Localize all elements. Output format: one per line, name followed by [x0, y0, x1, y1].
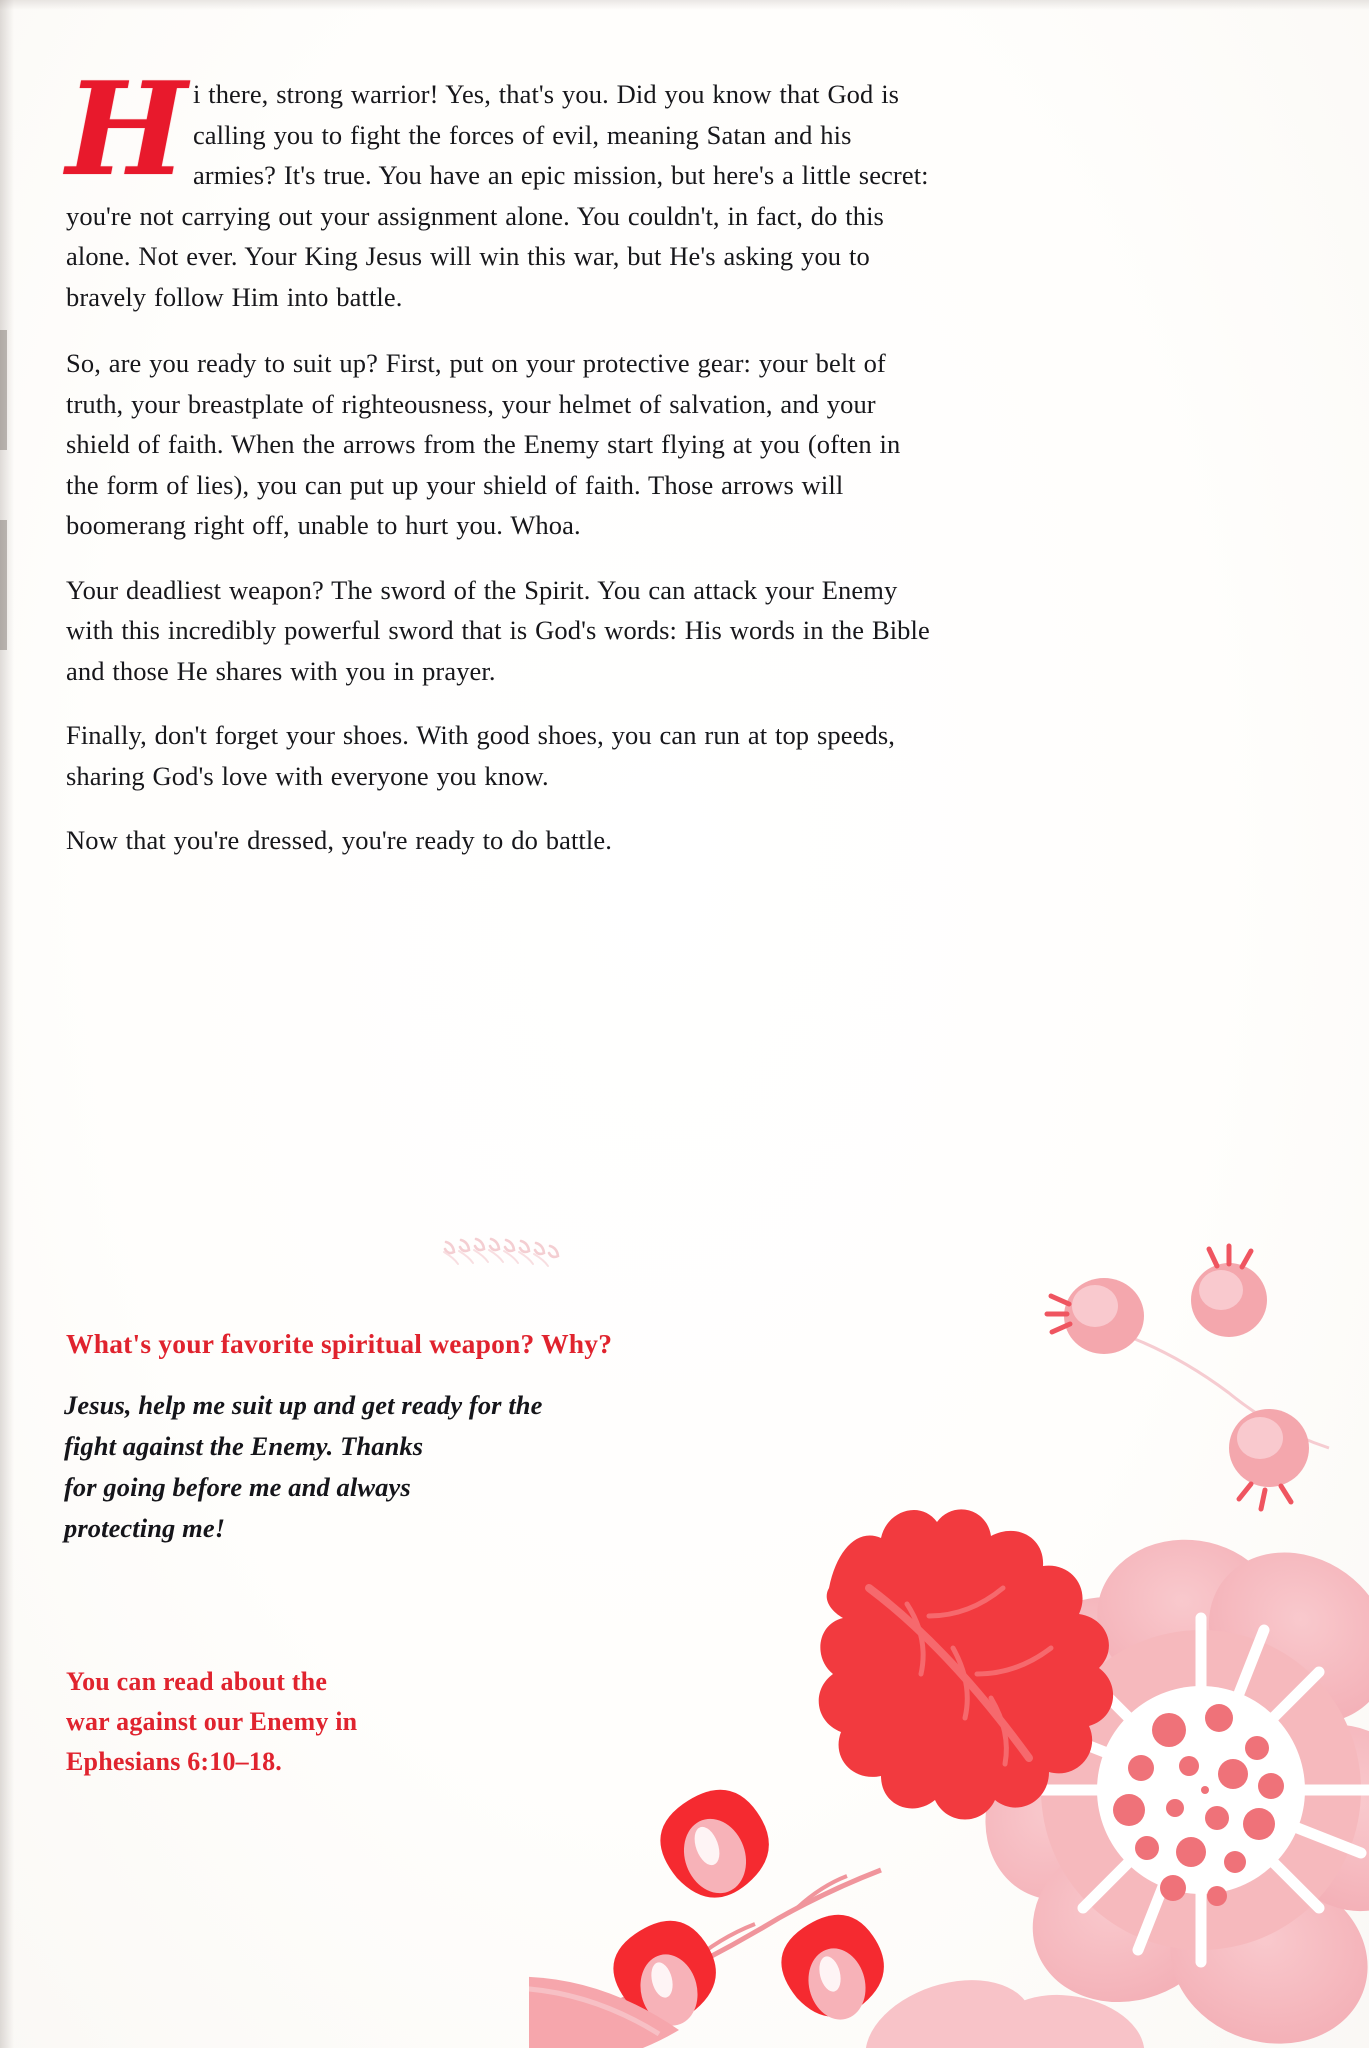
page-text-column	[66, 55, 936, 885]
scan-notch-upper	[0, 330, 7, 450]
scripture-line: Ephesians 6:10–18.	[66, 1747, 282, 1776]
scripture-line: You can read about the	[66, 1667, 328, 1696]
prayer-block	[64, 1385, 704, 1549]
paragraph-intro	[66, 55, 936, 317]
prayer-line: protecting me!	[64, 1513, 226, 1543]
prayer-line: for going before me and always	[64, 1472, 411, 1502]
scripture-reference-block	[66, 1662, 486, 1782]
prayer-line: fight against the Enemy. Thanks	[64, 1431, 424, 1461]
paragraph-shoes: Finally, don't forget your shoes. With good shoes, you can run at top speeds, sharing God's love with everyone you know.	[66, 720, 895, 791]
paragraph-suit-up: So, are you ready to suit up? First, put on your protective gear: your belt of truth, your breastplate of righteousness, your helmet of salvation, and your shield of faith. When the arrows from the Enemy start flying at you (often in the form of lies), you can put up your shield of faith. Those arrows will boomerang right off, unable to hurt you. Whoa.	[66, 348, 901, 540]
decorative-leaf-ornament	[440, 1230, 570, 1272]
drop-cap-letter: H	[66, 55, 183, 205]
prayer-line: Jesus, help me suit up and get ready for the	[64, 1390, 543, 1420]
scan-notch-lower	[0, 520, 7, 650]
scripture-line: war against our Enemy in	[66, 1707, 358, 1736]
paragraph-sword: Your deadliest weapon? The sword of the Spirit. You can attack your Enemy with this incredibly powerful sword that is God's words: His words in the Bible and those He shares with you in prayer.	[66, 574, 930, 686]
reflection-question: What's your favorite spiritual weapon? Why?	[66, 1328, 613, 1359]
paragraph-intro-text: i there, strong warrior! Yes, that's you. Did you know that God is calling you to fight the forces of evil, meaning Satan and his armies? It's true. You have an epic mission, but here's a little secret: you're not carrying out your assignment alone. You couldn't, in fact, do this alone. Not ever. Your King Jesus will win this war, but He's asking you to bravely follow Him into battle.	[66, 79, 929, 312]
paragraph-closing: Now that you're dressed, you're ready to do battle.	[66, 825, 612, 855]
